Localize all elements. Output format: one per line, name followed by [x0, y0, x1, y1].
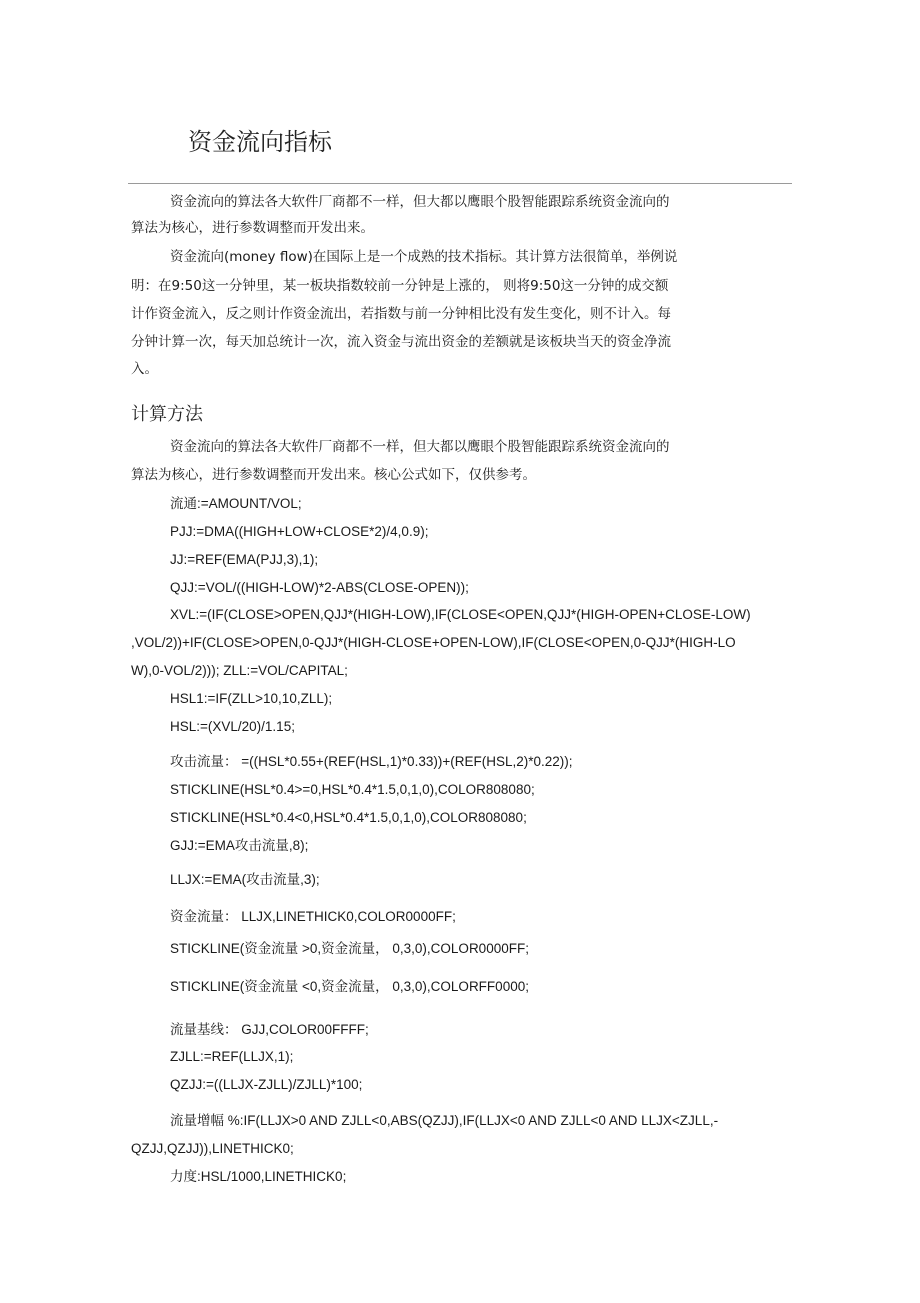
section-p1-line-2: 算法为核心，进行参数调整而开发出来。核心公式如下，仅供参考。: [131, 467, 536, 483]
section-p1-line-1: 资金流向的算法各大软件厂商都不一样，但大都以鹰眼个股智能跟踪系统资金流向的: [170, 439, 670, 455]
formula-line: JJ:=REF(EMA(PJJ,3),1);: [170, 552, 319, 567]
formula-line: W),0-VOL/2))); ZLL:=VOL/CAPITAL;: [131, 663, 348, 678]
formula-line: HSL:=(XVL/20)/1.15;: [170, 719, 295, 734]
intro-p1-line-1: 资金流向的算法各大软件厂商都不一样，但大都以鹰眼个股智能跟踪系统资金流向的: [170, 194, 670, 210]
formula-line: HSL1:=IF(ZLL>10,10,ZLL);: [170, 691, 333, 706]
intro-p2-line-1: 资金流向(money flow)在国际上是一个成熟的技术指标。其计算方法很简单，举例说: [170, 249, 678, 265]
formula-line: 资金流量： LLJX,LINETHICK0,COLOR0000FF;: [170, 909, 456, 924]
page-title: 资金流向指标: [188, 128, 332, 156]
formula-line: STICKLINE(HSL*0.4<0,HSL*0.4*1.5,0,1,0),COLOR808080;: [170, 810, 527, 825]
intro-p2-line-3: 计作资金流入，反之则计作资金流出，若指数与前一分钟相比没有发生变化，则不计入。每: [131, 306, 671, 322]
formula-line: STICKLINE(资金流量 <0,资金流量， 0,3,0),COLORFF0000;: [170, 979, 529, 994]
intro-p2-line-4: 分钟计算一次，每天加总统计一次，流入资金与流出资金的差额就是该板块当天的资金净流: [131, 334, 671, 350]
intro-p2-line-2: 明：在9:50这一分钟里，某一板块指数较前一分钟是上涨的， 则将9:50这一分钟的成交额: [131, 278, 669, 294]
formula-line: 流量增幅 %:IF(LLJX>0 AND ZJLL<0,ABS(QZJJ),IF(LLJX<0 AND ZJLL<0 AND LLJX<ZJLL,-: [170, 1113, 719, 1128]
formula-line: ,VOL/2))+IF(CLOSE>OPEN,0-QJJ*(HIGH-CLOSE+OPEN-LOW),IF(CLOSE<OPEN,0-QJJ*(HIGH-LO: [131, 635, 736, 650]
formula-line: LLJX:=EMA(攻击流量,3);: [170, 872, 320, 887]
formula-line: STICKLINE(资金流量 >0,资金流量， 0,3,0),COLOR0000FF;: [170, 941, 529, 956]
intro-p1-line-2: 算法为核心，进行参数调整而开发出来。: [131, 220, 374, 236]
formula-line: 攻击流量： =((HSL*0.55+(REF(HSL,1)*0.33))+(REF(HSL,2)*0.22));: [170, 754, 573, 769]
formula-line: QJJ:=VOL/((HIGH-LOW)*2-ABS(CLOSE-OPEN));: [170, 580, 469, 595]
formula-line: STICKLINE(HSL*0.4>=0,HSL*0.4*1.5,0,1,0),COLOR808080;: [170, 782, 535, 797]
formula-line: PJJ:=DMA((HIGH+LOW+CLOSE*2)/4,0.9);: [170, 524, 429, 539]
title-divider: [128, 183, 792, 184]
formula-line: ZJLL:=REF(LLJX,1);: [170, 1049, 294, 1064]
formula-line: 力度:HSL/1000,LINETHICK0;: [170, 1169, 347, 1184]
formula-line: 流量基线： GJJ,COLOR00FFFF;: [170, 1022, 369, 1037]
formula-line: QZJJ,QZJJ)),LINETHICK0;: [131, 1141, 294, 1156]
formula-line: GJJ:=EMA攻击流量,8);: [170, 838, 309, 853]
formula-line: 流通:=AMOUNT/VOL;: [170, 496, 302, 511]
formula-line: XVL:=(IF(CLOSE>OPEN,QJJ*(HIGH-LOW),IF(CLOSE<OPEN,QJJ*(HIGH-OPEN+CLOSE-LOW): [170, 607, 751, 622]
formula-line: QZJJ:=((LLJX-ZJLL)/ZJLL)*100;: [170, 1077, 363, 1092]
intro-p2-line-5: 入。: [131, 361, 158, 377]
section-heading: 计算方法: [131, 404, 203, 425]
